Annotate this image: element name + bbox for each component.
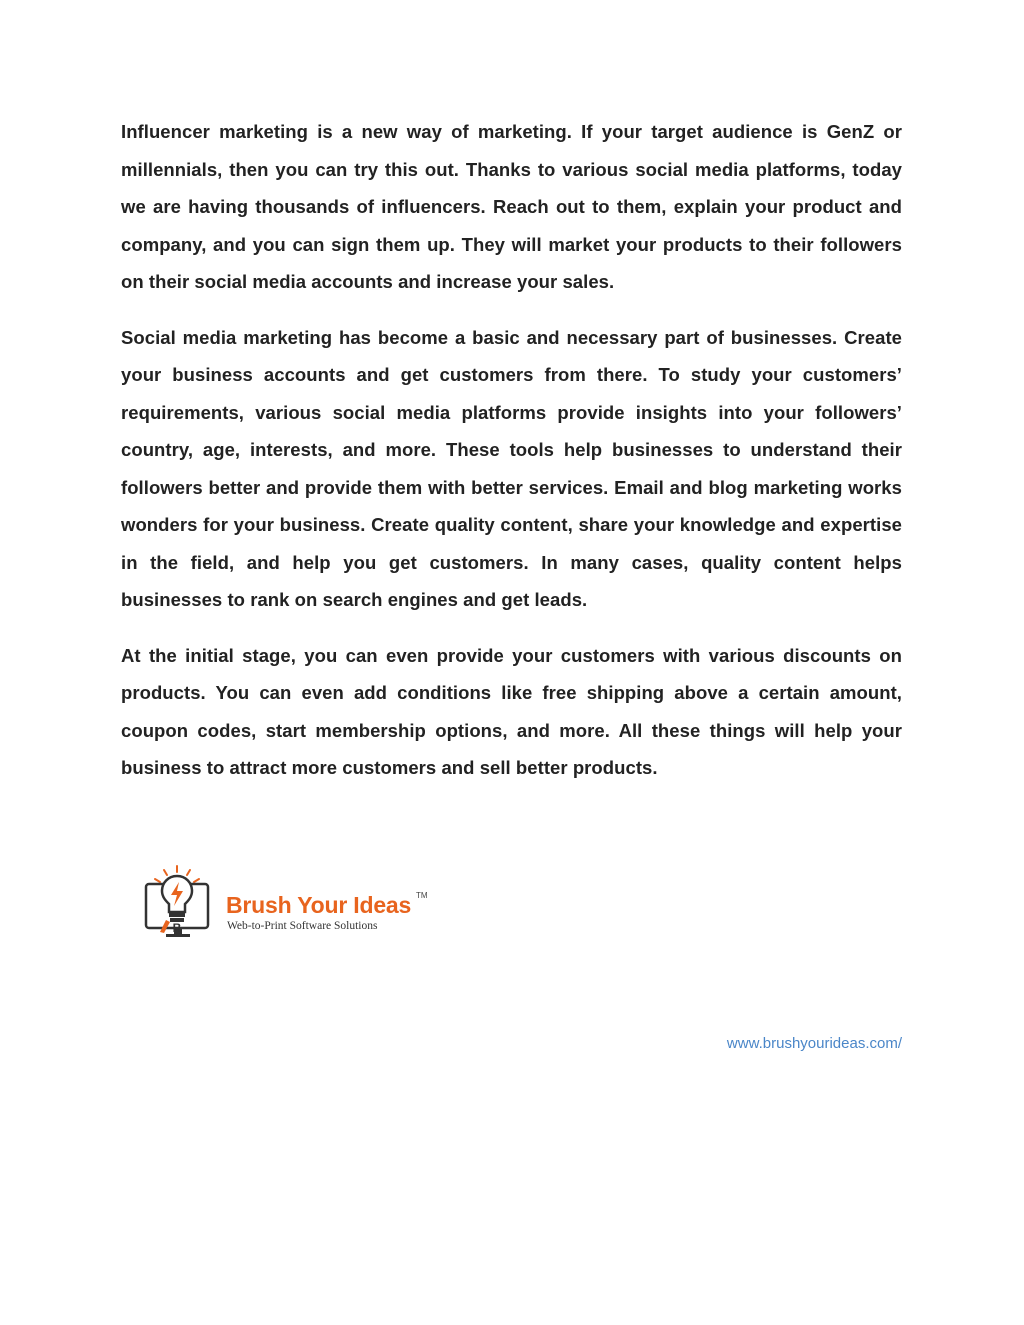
logo-tagline: Web-to-Print Software Solutions <box>227 920 378 932</box>
logo-brand-name: Brush Your Ideas <box>226 892 412 918</box>
website-link[interactable]: www.brushyourideas.com/ <box>726 1035 902 1052</box>
paragraph-influencer-marketing: Influencer marketing is a new way of marketing. If your target audience is GenZ or millennials, then you can try this out. Thanks to various social media platforms, today we are having thousands of influencers. Reach out to them, explain your product and company, and you can sign them up. They will market your products to their followers on their social media accounts and increase your sales. <box>121 121 902 292</box>
paragraph-social-media-marketing: Social media marketing has become a basic and necessary part of businesses. Create your business accounts and get customers from there. To study your customers’ requirements, various social media platforms provide insights into your followers’ country, age, interests, and more. These tools help businesses to understand their followers better and provide them with better services. Email and blog marketing works wonders for your business. Create quality content, share your knowledge and expertise in the field, and help you get customers. In many cases, quality content helps businesses to rank on search engines and get leads. <box>121 326 902 610</box>
body-text <box>121 113 902 805</box>
lightbulb-monitor-icon <box>140 862 222 944</box>
brand-logo <box>140 862 440 944</box>
logo-trademark: TM <box>416 891 428 900</box>
paragraph-discounts: At the initial stage, you can even provide your customers with various discounts on products. You can even add conditions like free shipping above a certain amount, coupon codes, start membership options, and more. All these things will help your business to attract more customers and sell better products. <box>121 644 902 778</box>
svg-text:B: B <box>172 921 182 935</box>
